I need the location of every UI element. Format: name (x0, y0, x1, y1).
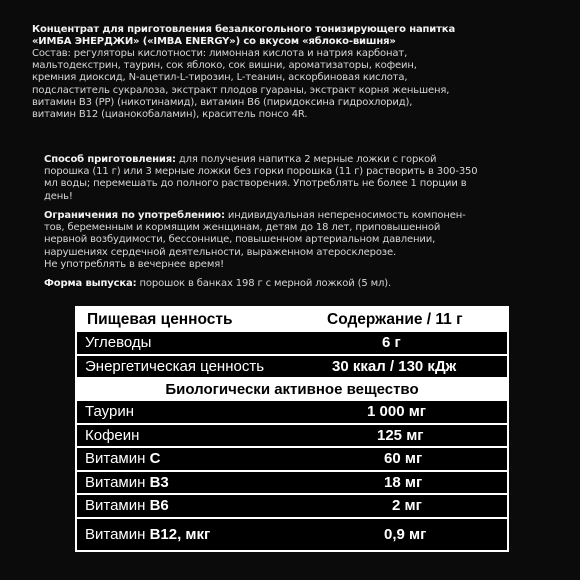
row-name-prefix: Витамин (85, 450, 150, 468)
row-name-vitamin: С (149, 450, 161, 468)
table-row (77, 401, 507, 423)
product-title-line: «ИМБА ЭНЕРДЖИ» («IMBA ENERGY») со вкусом «яблоко-вишня» (32, 36, 396, 48)
composition-line: витамин В3 (РР) (никотинамид), витамин В6 (пиридоксина гидрохлорид), (32, 96, 413, 108)
row-name: Таурин (85, 403, 134, 421)
row-value: 6 г (382, 334, 401, 352)
method-label: Способ приготовления: (44, 154, 176, 165)
method-line (44, 154, 556, 166)
form-label: Форма выпуска: (44, 278, 137, 289)
row-name: Углеводы (85, 334, 152, 352)
section-title: Биологически активное вещество (165, 380, 419, 398)
method-line: порошка (11 г) или 3 мерные ложки без горки порошка (11 г) растворить в 300-350 (44, 166, 478, 178)
row-name-vitamin: В3 (149, 473, 169, 491)
section-title-row (77, 377, 507, 401)
table-row (77, 425, 507, 447)
method-text: для получения напитка 2 мерные ложки с горкой (175, 154, 437, 165)
product-title-line: Концентрат для приготовления безалкогольного тонизирующего напитка (32, 24, 456, 35)
row-value: 2 мг (392, 497, 422, 515)
row-value: 125 мг (377, 426, 424, 444)
row-value: 30 ккал / 130 кДж (332, 357, 457, 375)
method-line: день! (44, 190, 73, 202)
limits-line (44, 210, 556, 222)
limits-text: индивидуальная непереносимость компонен- (224, 210, 466, 221)
row-name (85, 450, 160, 467)
table-row (77, 332, 507, 354)
table-row (77, 448, 507, 470)
limits-line: нарушениях сердечной деятельности, выраженном атеросклерозе. (44, 246, 396, 258)
table-row (77, 495, 507, 517)
row-value: 1 000 мг (367, 403, 427, 421)
table-header-row (77, 308, 507, 332)
table-row (77, 356, 507, 378)
row-name (85, 474, 169, 491)
composition-line: Состав: регуляторы кислотности: лимонная кислота и натрия карбонат, (32, 48, 408, 59)
row-value: 0,9 мг (384, 525, 427, 543)
row-name: Кофеин (85, 426, 140, 444)
limits-label: Ограничения по употреблению: (44, 210, 225, 221)
row-name-prefix: Витамин (85, 473, 150, 491)
composition-line: мальтодекстрин, таурин, сок яблоко, сок вишни, ароматизаторы, кофеин, (32, 60, 417, 72)
composition-text (32, 48, 552, 121)
release-form (44, 278, 556, 290)
row-name: Энергетическая ценность (85, 357, 265, 375)
composition-line: подсластитель сукралоза, экстракт плодов гуараны, экстракт корня женьшеня, (32, 84, 450, 96)
header-name: Пищевая ценность (87, 311, 233, 328)
limits-line: Не употреблять в вечернее время! (44, 258, 224, 270)
row-name-vitamin: В12, мкг (149, 525, 211, 543)
limits-line: нервной возбудимости, бессоннице, повышенном артериальном давлении, (44, 234, 436, 246)
usage-limitations (44, 210, 556, 271)
row-name (85, 526, 210, 543)
row-value: 18 мг (384, 473, 423, 491)
table-row (77, 472, 507, 494)
composition-line: кремния диоксид, N-ацетил-L-тирозин, L-теанин, аскорбиновая кислота, (32, 72, 408, 84)
nutrition-table (75, 306, 509, 552)
row-name-prefix: Витамин (85, 525, 150, 543)
composition-line: витамин В12 (цианокобаламин), краситель понсо 4R. (32, 109, 308, 121)
method-line: мл воды; перемешать до полного растворения. Употреблять не более 1 порции в (44, 178, 467, 190)
product-title (32, 24, 552, 48)
preparation-method (44, 154, 556, 203)
row-name-vitamin: В6 (149, 497, 169, 515)
row-name (85, 497, 169, 514)
header-value: Содержание / 11 г (327, 311, 463, 328)
row-value: 60 мг (384, 450, 423, 468)
row-name-prefix: Витамин (85, 497, 150, 515)
limits-line: тов, беременным и кормящим женщинам, детям до 18 лет, приповышенной (44, 222, 441, 234)
form-text: порошок в банках 198 г с мерной ложкой (5 мл). (136, 278, 391, 289)
table-row (77, 519, 507, 551)
